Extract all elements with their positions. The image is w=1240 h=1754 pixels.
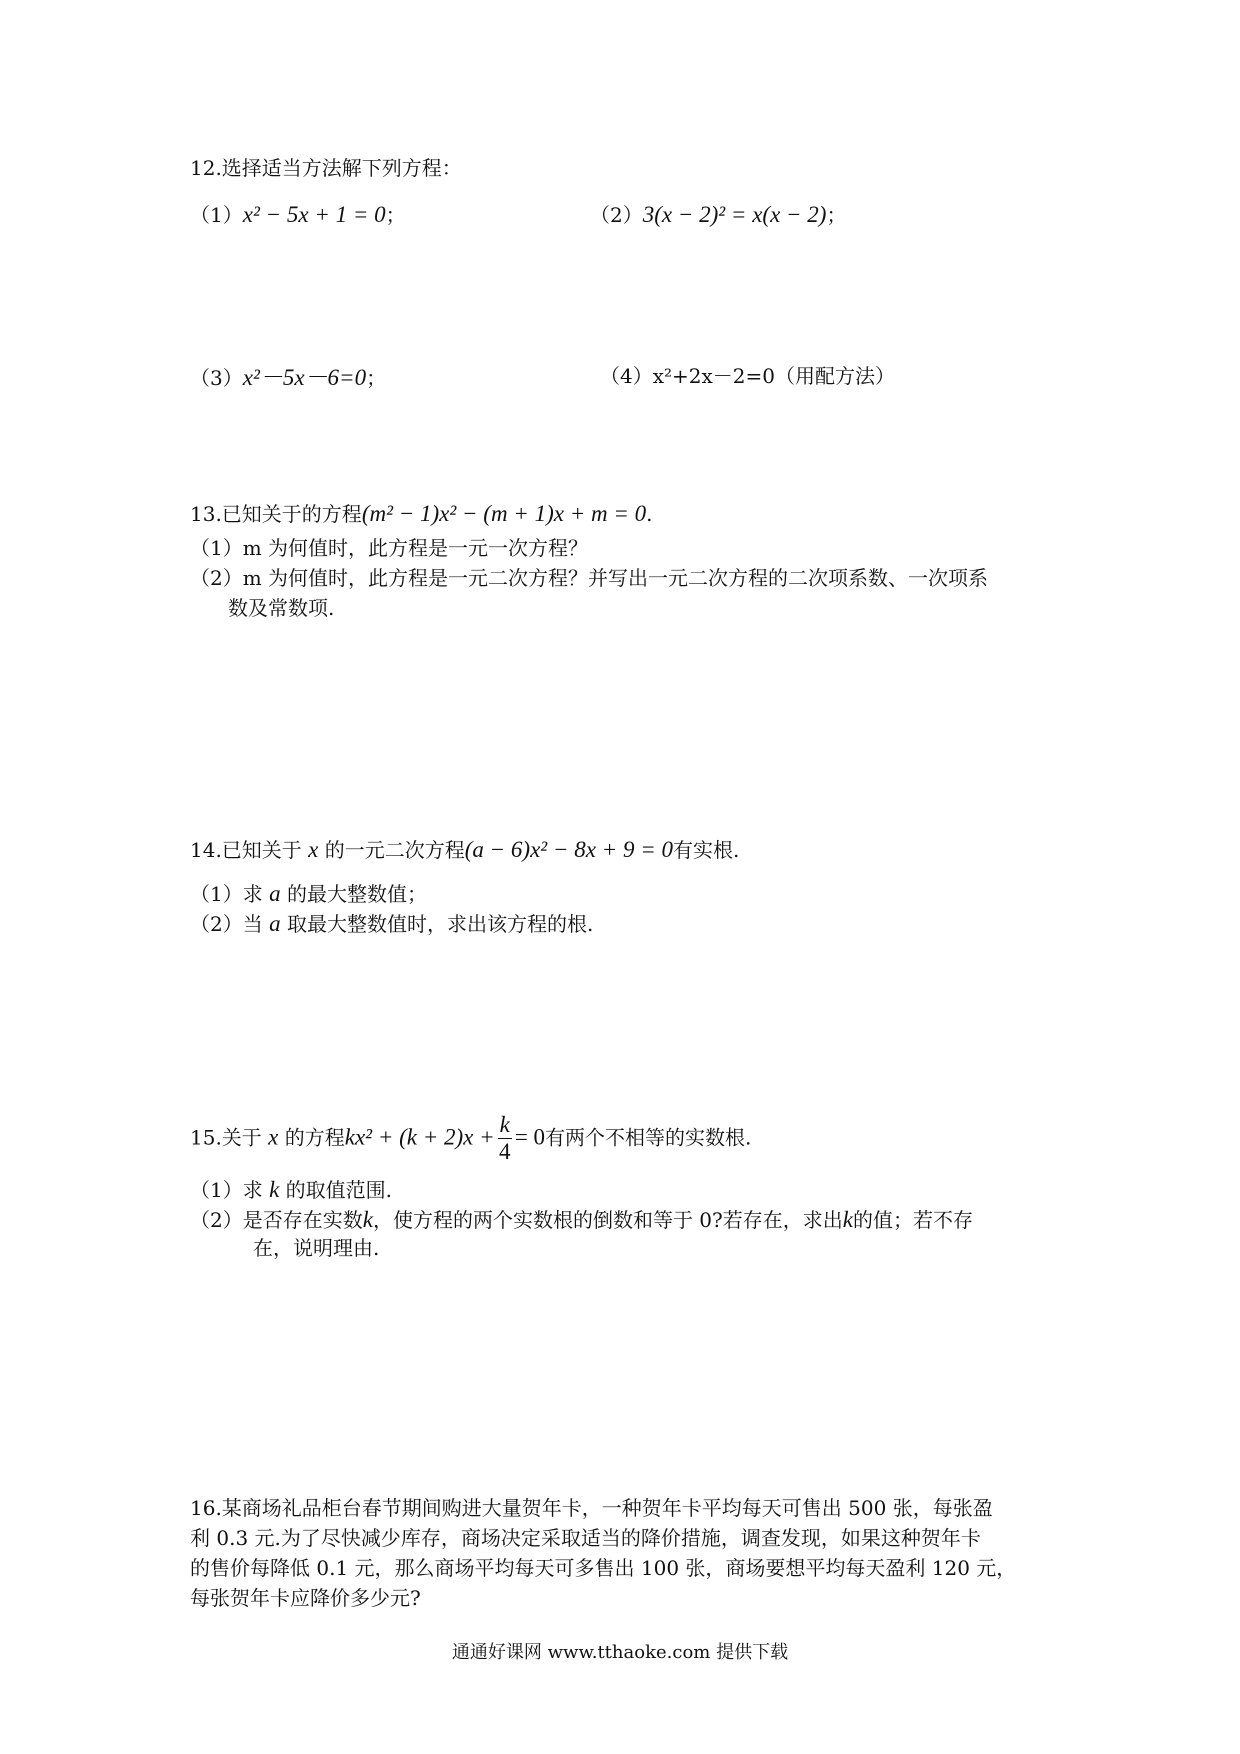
q16-line-1: 16.某商场礼品柜台春节期间购进大量贺年卡，一种贺年卡平均每天可售出 500 张，每张盈 [190, 1496, 993, 1520]
q12-part-4-label: （4） [600, 364, 653, 388]
q12-part-4-text: x²+2x－2=0（用配方法） [652, 364, 895, 388]
q14-part-1-text-a: （1）求 [190, 882, 263, 906]
q12-part-1-end: ； [385, 203, 406, 227]
q14-part-2 [190, 912, 593, 935]
q15-fraction-numerator: k [498, 1112, 512, 1139]
q12-part-2-end: ； [826, 203, 847, 227]
q13-title [190, 502, 652, 525]
q13-end: . [646, 502, 653, 526]
q15-part-2-text-b: ，使方程的两个实数根的倒数和等于 0?若存在，求出 [372, 1208, 843, 1232]
q12-part-3-label: （3） [190, 366, 243, 390]
q16-line-3: 的售价每降低 0.1 元，那么商场平均每天可多售出 100 张，商场要想平均每天盈利 120 元， [190, 1556, 1017, 1580]
q15-part-2-line-1 [190, 1208, 973, 1231]
q12-part-4 [600, 366, 895, 386]
q15-part-2-text-c: 的值；若不存 [852, 1208, 973, 1232]
q15-part-2-text-a: （2）是否存在实数 [190, 1208, 363, 1232]
q15-part-2-variable-2: k [842, 1207, 853, 1232]
q13-prefix: 13.已知关于的方程 [190, 502, 362, 526]
q13-equation: (m² − 1)x² − (m + 1)x + m = 0 [361, 501, 647, 526]
q12-part-3 [190, 366, 386, 389]
q14-part-2-text-a: （2）当 [190, 912, 263, 936]
q15-mid: 的方程 [284, 1125, 345, 1150]
q15-part-2-line-2: 在，说明理由. [253, 1236, 380, 1260]
q15-fraction [498, 1112, 512, 1166]
q15-equation-right: = 0 [514, 1124, 546, 1150]
q15-equation-left: kx² + (k + 2)x + [344, 1124, 495, 1150]
q14-equation: (a − 6)x² − 8x + 9 = 0 [464, 837, 673, 862]
q15-fraction-denominator: 4 [498, 1139, 511, 1165]
q13-part-2-line-2: 数及常数项. [228, 596, 335, 620]
q13-part-1: （1）m 为何值时，此方程是一元一次方程？ [190, 536, 589, 560]
q15-suffix: 有两个不相等的实数根. [545, 1125, 752, 1150]
q16-line-2: 利 0.3 元.为了尽快减少库存，商场决定采取适当的降价措施，调查发现，如果这种贺年卡 [190, 1526, 981, 1550]
q12-title: 12.选择适当方法解下列方程： [190, 156, 462, 180]
q14-suffix: 有实根. [672, 838, 740, 862]
q15-part-2-variable-1: k [362, 1207, 373, 1232]
q12-part-1-label: （1） [190, 203, 243, 227]
q15-part-1-text-a: （1）求 [190, 1178, 263, 1202]
q12-part-1 [190, 203, 406, 226]
q14-part-1-text-b: 的最大整数值； [286, 882, 427, 906]
q14-part-1 [190, 882, 427, 905]
q15-part-1-text-b: 的取值范围. [285, 1178, 393, 1202]
q12-part-1-equation: x² − 5x + 1 = 0 [242, 202, 386, 227]
q13-part-2-line-1: （2）m 为何值时，此方程是一元二次方程？并写出一元二次方程的二次项系数、一次项系 [190, 566, 989, 590]
q12-part-2-label: （2） [590, 203, 643, 227]
q15-title [190, 1112, 751, 1166]
q14-part-1-variable: a [269, 881, 281, 906]
q14-variable: x [308, 837, 319, 862]
q15-part-1-variable: k [269, 1177, 280, 1202]
q15-variable: x [268, 1124, 279, 1150]
footer-source: 通通好课网 www.tthaoke.com 提供下载 [451, 1642, 789, 1663]
q14-part-2-text-b: 取最大整数值时，求出该方程的根. [286, 912, 594, 936]
q14-mid: 的一元二次方程 [324, 838, 465, 862]
q12-part-3-end: ； [366, 366, 387, 390]
q15-part-1 [190, 1178, 392, 1201]
q12-part-2-equation: 3(x − 2)² = x(x − 2) [642, 202, 827, 227]
q12-part-3-equation: x²－5x－6=0 [242, 365, 367, 390]
q14-prefix: 14.已知关于 [190, 838, 302, 862]
q14-part-2-variable: a [269, 911, 281, 936]
q14-title [190, 838, 739, 861]
q12-part-2 [590, 203, 846, 226]
q15-prefix: 15.关于 [190, 1125, 262, 1150]
q16-line-4: 每张贺年卡应降价多少元? [190, 1586, 421, 1610]
